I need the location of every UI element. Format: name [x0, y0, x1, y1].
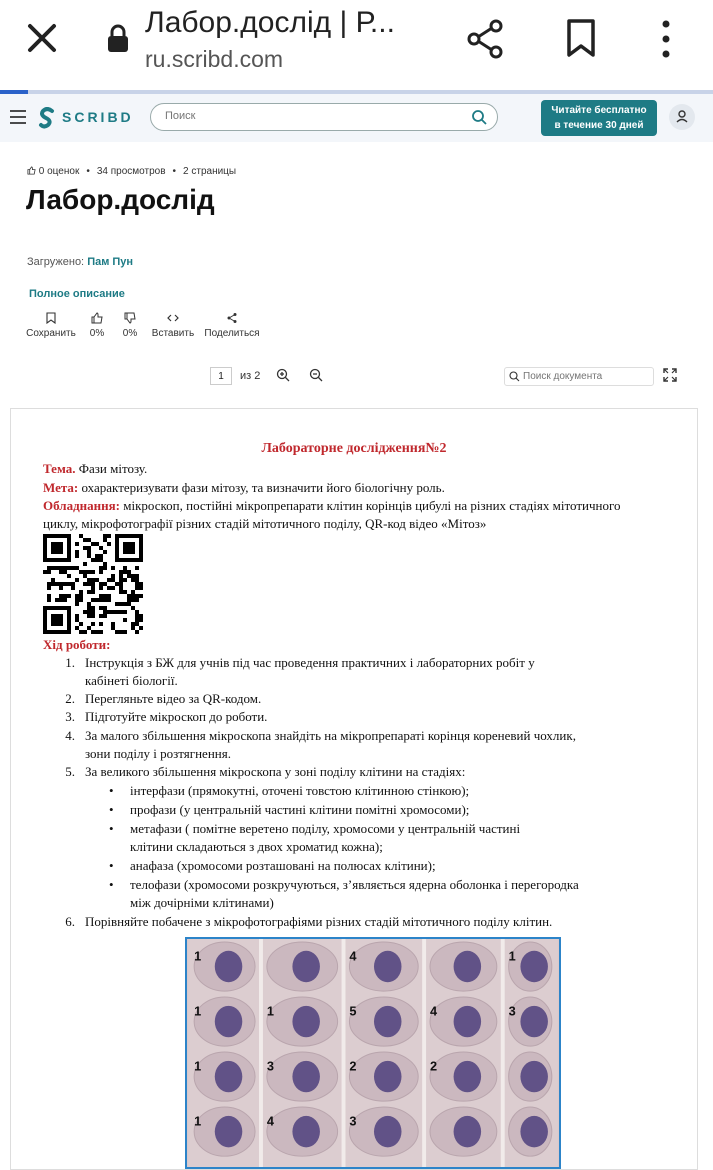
bullet-dot: • [109, 858, 114, 873]
bullet-dot: • [109, 821, 114, 836]
search-input[interactable] [163, 109, 467, 123]
topic-text: Фази мітозу. [75, 461, 148, 476]
equipment-label: Обладнання: [43, 498, 120, 513]
document-page [10, 408, 698, 1170]
equipment-text-1: мікроскоп, постійні мікропрепарати клітин корінців цибулі на різних стадіях мітотичного [120, 498, 621, 513]
goal-line [43, 480, 445, 496]
lab-heading: Лабораторне дослідження№2 [261, 441, 447, 456]
goal-label: Мета: [43, 480, 79, 495]
svg-text:1: 1 [266, 1003, 274, 1019]
step-text: Порівняйте побачене з мікрофотографіями різних стадій мітотичного поділу клітин. [85, 914, 553, 929]
bullet-text-cont: між дочірніми клітинами) [130, 895, 274, 910]
scribd-logo-icon[interactable] [38, 107, 56, 129]
goal-text: охарактеризувати фази мітозу, та визначити його біологічну роль. [78, 480, 445, 495]
site-header [0, 94, 713, 142]
pages-count: 2 страницы [183, 166, 237, 177]
svg-text:1: 1 [194, 1058, 202, 1074]
svg-text:2: 2 [430, 1058, 438, 1074]
views-count: 34 просмотров [96, 166, 166, 177]
search-icon[interactable] [471, 109, 487, 125]
qr-code-image[interactable] [43, 534, 143, 634]
full-description-link[interactable]: Полное описание [29, 288, 125, 300]
step-number: 4. [65, 728, 75, 743]
document-actions [0, 312, 713, 346]
user-account-button[interactable] [669, 104, 695, 130]
svg-text:1: 1 [194, 948, 202, 964]
svg-text:4: 4 [349, 948, 357, 964]
cta-line-1: Читайте бесплатно [551, 105, 647, 116]
bullet-dot: • [109, 783, 114, 798]
bullet-text-cont: клітини складаються з двох хроматид кожна); [130, 839, 383, 854]
more-vertical-icon[interactable] [656, 18, 676, 60]
thumbs-down-icon [124, 312, 136, 324]
bullet-dot: • [109, 802, 114, 817]
equipment-line-2: циклу, мікрофотографії різних стадій мітотичного поділу, QR-код відео «Мітоз» [43, 516, 487, 531]
step-text: Перегляньте відео за QR-кодом. [85, 691, 262, 706]
thumbs-up-icon [91, 312, 103, 324]
svg-text:1: 1 [194, 1113, 202, 1129]
step-text: Підготуйте мікроскоп до роботи. [85, 709, 268, 724]
browser-url[interactable]: ru.scribd.com [145, 46, 284, 72]
uploaded-by [27, 256, 133, 268]
bullet-dot: • [109, 877, 114, 892]
cta-line-2: в течение 30 дней [554, 120, 644, 131]
share-icon[interactable] [464, 18, 506, 60]
uploaded-label: Загружено: [27, 256, 85, 268]
svg-text:1: 1 [508, 948, 516, 964]
embed-icon [167, 312, 179, 324]
step-text: За великого збільшення мікроскопа у зоні поділу клітини на стадіях: [85, 764, 466, 779]
page-total: из 2 [240, 370, 261, 382]
user-icon [669, 104, 695, 130]
topic-label: Тема. [43, 461, 76, 476]
step-text: Інструкція з БЖ для учнів під час проведення практичних і лабораторних робіт у [85, 655, 535, 670]
step-text-cont: зони поділу і розтягнення. [85, 746, 231, 761]
step-number: 2. [65, 691, 75, 706]
svg-text:5: 5 [349, 1003, 357, 1019]
zoom-in-icon[interactable] [276, 368, 290, 382]
bullet-text: телофази (хромосоми розкручуються, з’являється ядерна оболонка і перегородка [130, 877, 579, 892]
document-search-input[interactable] [521, 370, 653, 383]
svg-text:4: 4 [266, 1113, 274, 1129]
fullscreen-icon[interactable] [663, 368, 677, 382]
bullet-text: метафази ( помітне веретено поділу, хромосоми у центральній частині [130, 821, 521, 836]
svg-text:1: 1 [194, 1003, 202, 1019]
page-number-input[interactable]: 1 [210, 367, 232, 385]
browser-page-title: Лабор.дослід | Р... [145, 6, 395, 39]
embed-button[interactable] [151, 312, 195, 339]
step-number: 6. [65, 914, 75, 929]
bullet-text: анафаза (хромосоми розташовані на полюсах клітини); [130, 858, 436, 873]
scribd-logo-text[interactable]: SCRIBD [62, 109, 134, 125]
svg-text:2: 2 [349, 1058, 357, 1074]
svg-text:3: 3 [349, 1113, 357, 1129]
svg-text:4: 4 [430, 1003, 438, 1019]
document-pager [0, 366, 713, 388]
topic-line [43, 461, 147, 477]
document-title: Лабор.дослід [26, 184, 215, 215]
free-trial-button[interactable] [541, 100, 657, 136]
thumbs-up-icon [27, 166, 36, 175]
procedure-label: Хід роботи: [43, 637, 111, 652]
like-percent: 0% [89, 328, 105, 339]
svg-text:3: 3 [266, 1058, 274, 1074]
share-icon [226, 312, 238, 324]
close-icon[interactable] [24, 20, 60, 56]
equipment-line-1 [43, 498, 620, 514]
ratings-count: 0 оценок [38, 166, 80, 177]
dislike-button[interactable] [118, 312, 142, 339]
save-label: Сохранить [26, 328, 76, 339]
site-search[interactable] [150, 103, 498, 131]
browser-toolbar [0, 0, 713, 90]
document-search[interactable] [504, 367, 654, 386]
step-text: За малого збільшення мікроскопа знайдіть на мікропрепараті корінця кореневий чохлик, [85, 728, 576, 743]
share-label: Поделиться [204, 328, 260, 339]
uploader-link[interactable]: Пам Пун [87, 256, 134, 268]
bookmark-icon[interactable] [565, 18, 597, 58]
document-stats: 0 оценок • 34 просмотров • 2 страницы [27, 166, 236, 177]
lock-icon[interactable] [106, 24, 130, 54]
mitosis-micrograph [185, 937, 561, 1169]
step-number: 3. [65, 709, 75, 724]
step-text-cont: кабінеті біології. [85, 673, 178, 688]
bullet-text: інтерфази (прямокутні, оточені товстою клітинною стінкою); [130, 783, 470, 798]
hamburger-menu-icon[interactable] [10, 110, 26, 124]
embed-label: Вставить [151, 328, 195, 339]
svg-text:3: 3 [508, 1003, 516, 1019]
bullet-text: профази (у центральній частині клітини помітні хромосоми); [130, 802, 470, 817]
search-icon [509, 371, 520, 382]
dislike-percent: 0% [122, 328, 138, 339]
like-button[interactable] [85, 312, 109, 339]
step-number: 5. [65, 764, 75, 779]
share-button[interactable] [204, 312, 260, 339]
bookmark-icon [45, 312, 57, 324]
save-button[interactable] [26, 312, 76, 339]
step-number: 1. [65, 655, 75, 670]
zoom-out-icon[interactable] [309, 368, 323, 382]
